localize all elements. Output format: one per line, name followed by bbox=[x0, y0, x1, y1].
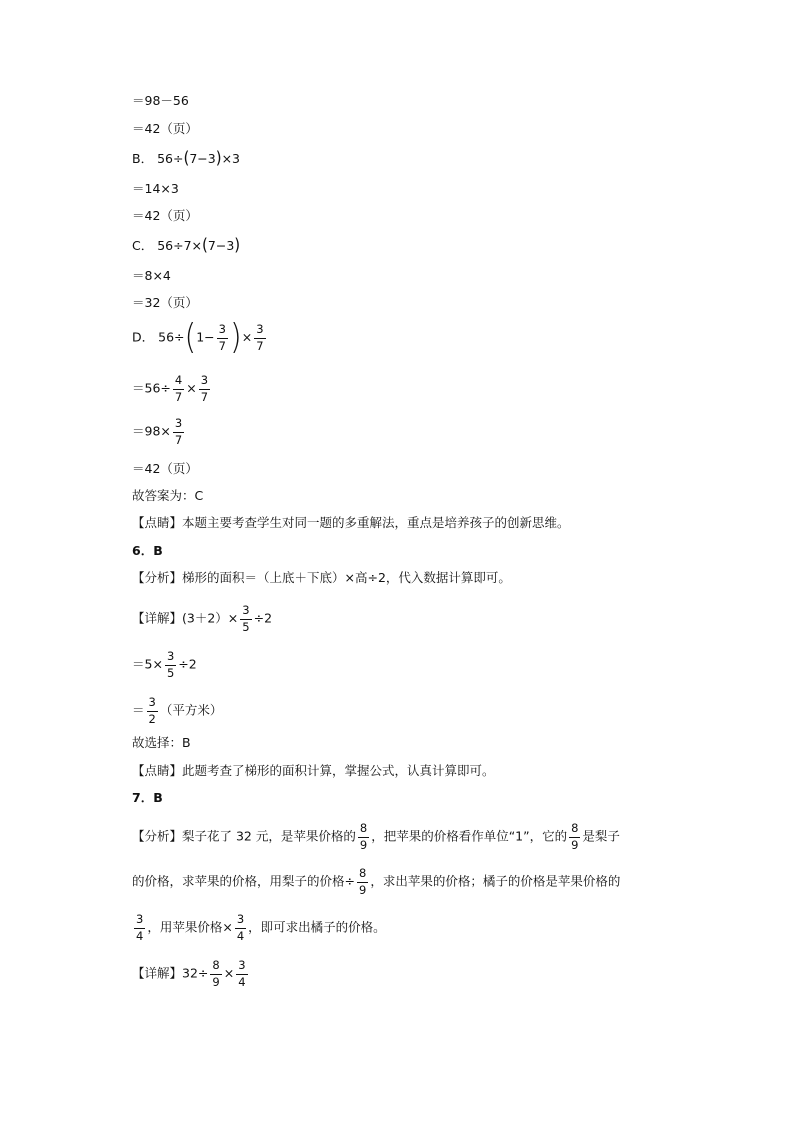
step-line: ＝42（页） bbox=[132, 208, 198, 223]
option-label: D． bbox=[132, 329, 155, 345]
comment-line: 【点睛】本题主要考查学生对同一题的多重解法，重点是培养孩子的创新思维。 bbox=[132, 515, 570, 530]
step-line: ＝5× $\frac{3}{5}$ ÷2 bbox=[132, 649, 197, 680]
step-line: ＝98× $\frac{3}{7}$ bbox=[132, 416, 183, 447]
analysis-line: $\frac{3}{4}$ ，用苹果价格× $\frac{3}{4}$ ，即可求出橘子的价格。 bbox=[136, 912, 386, 943]
step-line: ＝8×4 bbox=[132, 268, 171, 283]
analysis-line: 【分析】梯形的面积＝（上底＋下底）×高÷2，代入数据计算即可。 bbox=[132, 570, 511, 585]
fraction: $\frac{8}{9}$ bbox=[358, 866, 367, 897]
fraction: $\frac{8}{9}$ bbox=[571, 821, 579, 852]
step-line: ＝ $\frac{3}{2}$ （平方米） bbox=[132, 695, 223, 726]
fraction: $\frac{3}{4}$ bbox=[136, 912, 144, 943]
option-label: C． bbox=[132, 238, 154, 253]
fraction: $\frac{4}{7}$ bbox=[174, 373, 183, 404]
question-number: 6．B bbox=[132, 543, 163, 558]
option-c-expression: C． 56÷7×(7−3) bbox=[132, 235, 241, 255]
fraction: $\frac{3}{7}$ bbox=[218, 322, 226, 353]
option-d-expression: D． 56÷(1− $\frac{3}{7}$ )× $\frac{3}{7}$ bbox=[132, 317, 264, 358]
answer-line: 故选择：B bbox=[132, 735, 191, 750]
expr-part: ×3 bbox=[221, 151, 240, 166]
fraction: $\frac{8}{9}$ bbox=[359, 821, 368, 852]
expr-part: 7−3 bbox=[189, 151, 216, 166]
fraction: $\frac{3}{7}$ bbox=[200, 373, 209, 404]
step-line: ＝56÷ $\frac{4}{7}$ × $\frac{3}{7}$ bbox=[132, 373, 209, 404]
fraction: $\frac{3}{2}$ bbox=[148, 695, 156, 726]
comment-line: 【点睛】此题考查了梯形的面积计算，掌握公式，认真计算即可。 bbox=[132, 763, 495, 778]
question-number: 7．B bbox=[132, 790, 163, 805]
expr-part: 7−3 bbox=[207, 238, 235, 253]
expr-part: 56÷ bbox=[158, 329, 185, 345]
step-line: ＝32（页） bbox=[132, 295, 198, 310]
detail-line: 【详解】32÷ $\frac{8}{9}$ × $\frac{3}{4}$ bbox=[132, 958, 246, 989]
fraction: $\frac{3}{7}$ bbox=[174, 416, 183, 447]
analysis-line: 【分析】梨子花了 32 元，是苹果价格的 $\frac{8}{9}$ ，把苹果的价格看作单位“1”，它的 $\frac{8}{9}$ 是梨子 bbox=[132, 821, 620, 852]
detail-line: 【详解】(3＋2）× $\frac{3}{5}$ ÷2 bbox=[132, 603, 273, 634]
step-line: ＝98－56 bbox=[132, 93, 189, 108]
option-label: B． bbox=[132, 151, 154, 166]
fraction: $\frac{3}{4}$ bbox=[236, 912, 245, 943]
fraction: $\frac{3}{4}$ bbox=[238, 958, 246, 989]
step-line: ＝14×3 bbox=[132, 181, 179, 196]
expr-part: × bbox=[241, 329, 253, 345]
option-b-expression: B． 56÷(7−3)×3 bbox=[132, 148, 240, 168]
step-line: ＝42（页） bbox=[132, 461, 198, 476]
expr-part: 1− bbox=[196, 329, 215, 345]
expr-part: 56÷7× bbox=[157, 238, 203, 253]
step-line: ＝42（页） bbox=[132, 121, 198, 136]
expr-part: 56÷ bbox=[157, 151, 184, 166]
fraction: $\frac{3}{5}$ bbox=[242, 603, 250, 634]
answer-line: 故答案为：C bbox=[132, 488, 204, 503]
analysis-line: 的价格，求苹果的价格，用梨子的价格÷ $\frac{8}{9}$ ，求出苹果的价格；橘子的价格是苹果价格的 bbox=[132, 866, 621, 897]
fraction: $\frac{3}{5}$ bbox=[166, 649, 175, 680]
fraction: $\frac{8}{9}$ bbox=[212, 958, 220, 989]
fraction: $\frac{3}{7}$ bbox=[256, 322, 264, 353]
